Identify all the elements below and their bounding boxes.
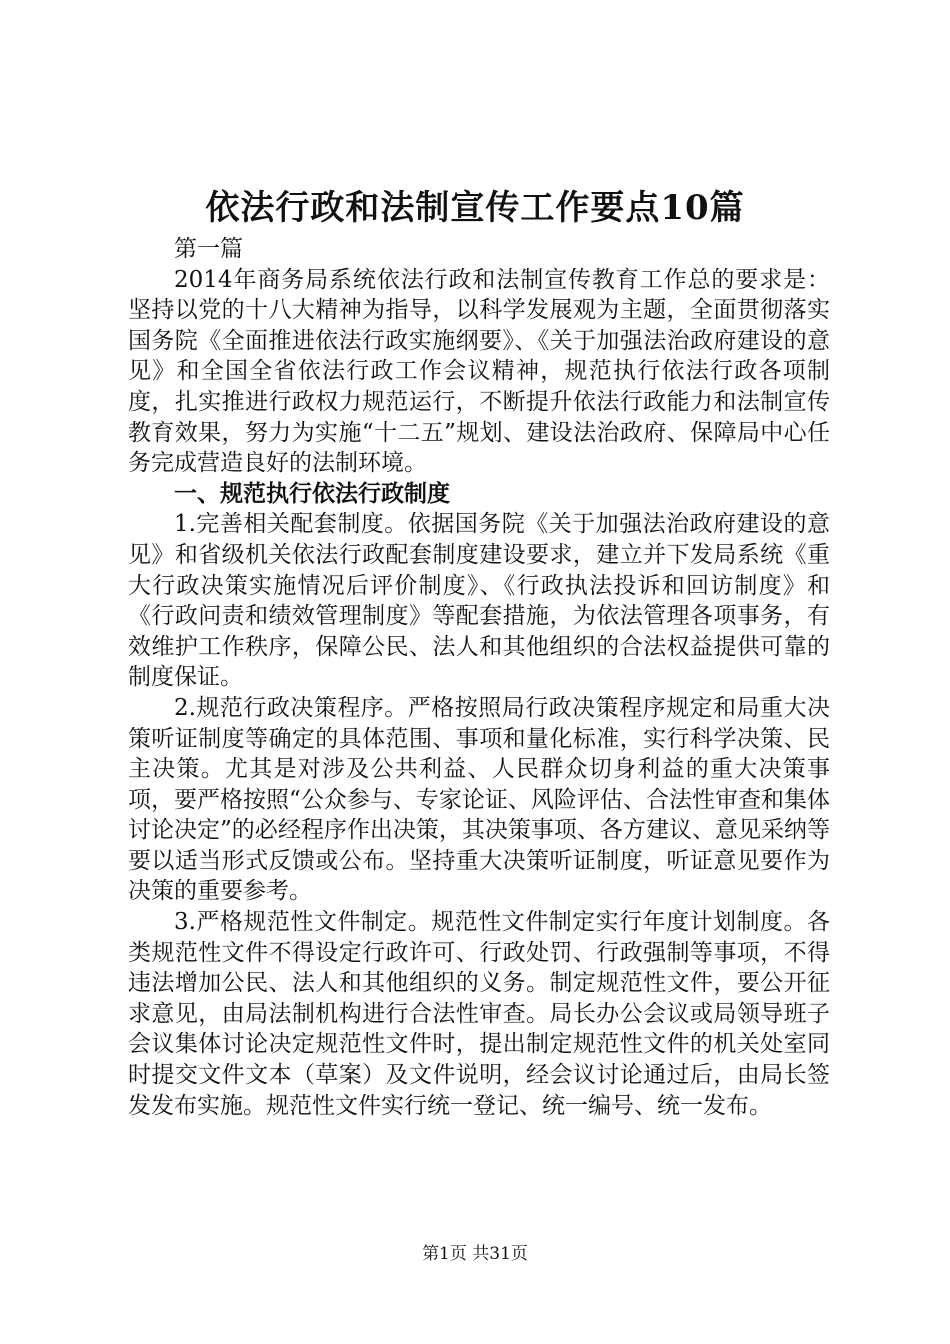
section-heading: 一、规范执行依法行政制度 bbox=[174, 479, 450, 507]
section-label: 第一篇 bbox=[174, 236, 243, 262]
item-paragraph-1: 1.完善相关配套制度。依据国务院《关于加强法治政府建设的意见》和省级机关依法行政配套制度建设要求，建立并下发局系统《重大行政决策实施情况后评价制度》、《行政执法投诉和回访制度》和《行政问责和绩效管理制度》等配套措施，为依法管理各项事务，有效维护工作秩序，保障公民、法人和其他组织的合法权益提供可靠的制度保证。 bbox=[128, 511, 830, 691]
item-paragraph-3: 3.严格规范性文件制定。规范性文件制定实行年度计划制度。各类规范性文件不得设定行政许可、行政处罚、行政强制等事项，不得违法增加公民、法人和其他组织的义务。制定规范性文件，要公开征求意见，由局法制机构进行合法性审查。局长办公会议或局领导班子会议集体讨论决定规范性文件时，提出制定规范性文件的机关处室同时提交文件文本（草案）及文件说明，经会议讨论通过后，由局长签发发布实施。规范性文件实行统一登记、统一编号、统一发布。 bbox=[128, 909, 830, 1119]
item-paragraph-2: 2.规范行政决策程序。严格按照局行政决策程序规定和局重大决策听证制度等确定的具体范围、事项和量化标准，实行科学决策、民主决策。尤其是对涉及公共利益、人民群众切身利益的重大决策事项，要严格按照“公众参与、专家论证、风险评估、合法性审查和集体讨论决定”的必经程序作出决策，其决策事项、各方建议、意见采纳等要以适当形式反馈或公布。坚持重大决策听证制度，听证意见要作为决策的重要参考。 bbox=[128, 694, 830, 905]
page-footer: 第1页 共31页 bbox=[422, 1244, 528, 1264]
document-title: 依法行政和法制宣传工作要点10篇 bbox=[205, 188, 745, 228]
document-body bbox=[128, 234, 830, 1121]
intro-paragraph: 2014年商务局系统依法行政和法制宣传教育工作总的要求是：坚持以党的十八大精神为指导，以科学发展观为主题，全面贯彻落实国务院《全面推进依法行政实施纲要》、《关于加强法治政府建设的意见》和全国全省依法行政工作会议精神，规范执行依法行政各项制度，扎实推进行政权力规范运行，不断提升依法行政能力和法制宣传教育效果，努力为实施“十二五”规划、建设法治政府、保障局中心任务完成营造良好的法制环境。 bbox=[128, 266, 830, 477]
